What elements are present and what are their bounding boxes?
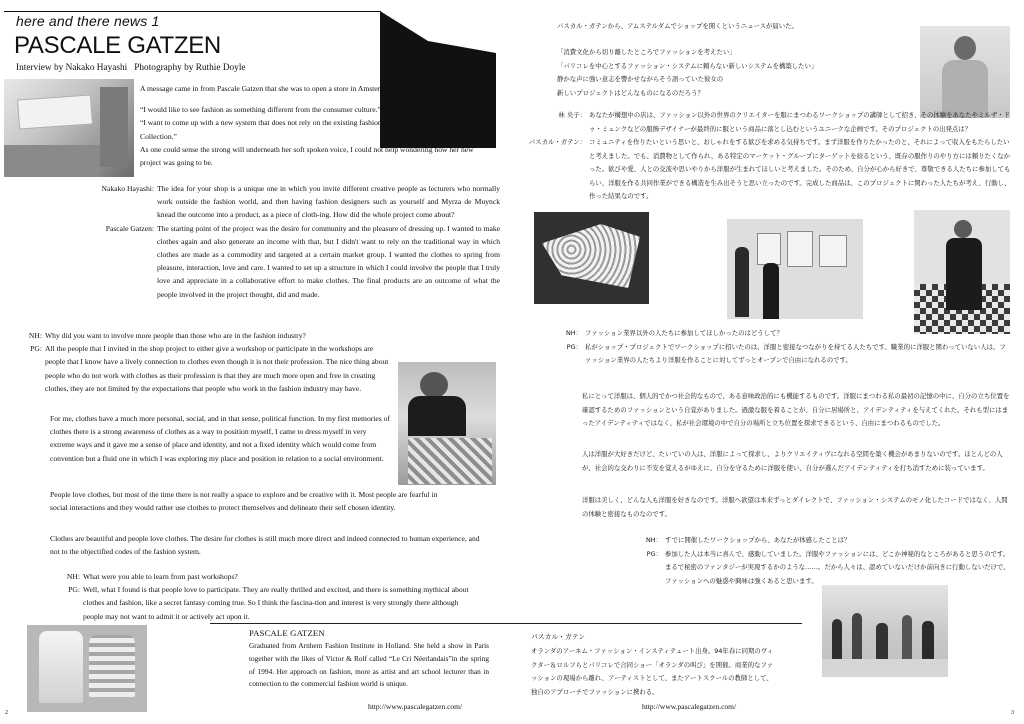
body-paragraph-2: People love clothes, but most of the time there is not really a space to explore and be creative with it. Most people are fearful in social interactions and they would rather use clothes to protect themselves and delineate their self chosen identity. — [50, 490, 438, 513]
photo-hanging-garments — [27, 625, 147, 712]
jp-quote-2: 「パリコレを中心とするファッション・システムに頼らない新しいシステムを構築したい」 — [557, 61, 818, 70]
bio-en-url[interactable]: http://www.pascalegatzen.com/ — [368, 702, 463, 711]
qa1-answer-speaker: Pascale Gatzen: — [105, 223, 154, 233]
jp-qa2-question: ファッション業界以外の人たちに参加してほしかったのはどうして？ — [585, 329, 783, 337]
page-number-left: 2 — [5, 710, 8, 716]
jp-qa1-question: あなたが構想中の店は、ファッション以外の世界のクリエイターを服にまつわるワークショップの講師として招き、その体験をあなたやミルザ・ドゥ・ミュンクなどの服飾デザイナーが最終的に服という商品に落とし込むというユニークな企画です。そのプロジェクトの出発点は？ — [589, 111, 1011, 133]
qa2-answer-speaker: PG: — [30, 344, 42, 354]
intro-block — [140, 82, 485, 169]
bottom-divider — [210, 623, 802, 624]
qa3-question: What were you able to learn from past workshops? — [83, 572, 238, 581]
jp-intro: パスカル・ガテンから、アムステルダムでショップを開くというニュースが届いた。 — [557, 22, 798, 30]
photo-person-working — [398, 362, 496, 485]
bio-jp-text: オランダのアーネム・ファッション・インスティテュート出身。94年春に同期のヴィクター＆ロルフらとパリコレで合同ショー「オランダの叫び」を開催。商業的なファッションの現場から離れ、アーティストとして、またアートスクールの教師として、独自のアプローチでファッションに携わる。 — [531, 647, 774, 696]
jp-qa1-answer: コミュニティを作りたいという思いと、おしゃれをする歓びを求める気持ちです。まず洋服を作りたかったのと、それによって収入をもたらしたいと考えました。でも、消費物として作られ、ある特定のマーケット・グループにターゲットを絞るという、既存の服作りのやり方には頼りたくなかった。歓びや愛、人との交流や思いやりから洋服が生まれてほしいと考えました。そのため、自分が心から好きで、尊敬できる人たちに参加してもらい、洋服を作る共同作業ができる構造を生み出そうと思い立ったのです。完成した商品は、このプロジェクトに関わった人たちが考え、行動し、作った結果なのです。 — [589, 138, 1011, 200]
qa1-question: The idea for your shop is a unique one in which you invite different creative people as lecturers who normally work outside the fashion world, and then having fashion designers such as yourself and Myrza de Muynck knead the outcome into a product, as a piece of cloth-ing. How did the whole project come about? — [157, 184, 500, 220]
jp-qa3-question-speaker: NH： — [646, 536, 662, 544]
jp-paragraph-1: 私にとって洋服は、個人的でかつ社会的なもので、ある意味政治的にも機能するものです。洋服にまつわる私の最初の記憶の中に、自分の立ち位置を確認するためのファッションという自覚がありました。過激な服を着ることが、自分に居場所と、アイデンティティを与えてくれた。それも型にはまったアイデンティティではなく、私が社会環境の中で自分の場所と立ち位置を探求できるという、自由にまつわるものでした。 — [582, 392, 1010, 427]
photo-workshop-wall — [4, 79, 134, 177]
jp-qa2-answer-speaker: PG： — [566, 342, 582, 351]
body-paragraph-1: For me, clothes have a much more personal, social, and in that sense, political function. In my first memories of clothes there is a strong awareness of clothes as a way to position myself, I came to dress myself in very extreme ways and it gave me a sense of place and identity, and not a fixed identity which would come from convention but a fluid one in which I was exploring my place and position in relation to a social environment. — [50, 414, 390, 463]
jp-qa3-question: すでに開催したワークショップから、あなたが体感したことは？ — [665, 536, 851, 544]
qa2-question-speaker: NH: — [28, 331, 42, 340]
bio-en-text: Graduated from Arnhem Fashion Institute in Holland. She held a show in Paris together with the likes of Victor & Rolf called “Le Cri Néerlandais”in the spring of 1994. Her approach on fashion, more as artist and art school lecturer than in connection to the commercial fashion world is unique. — [249, 641, 489, 689]
series-title: here and there news 1 — [16, 13, 160, 29]
jp-qa3-answer: 参加した人は本当に喜んで、感動していました。洋服やファッションには、どこか神秘的なところがあると思うのです。まるで秘密のファンタジーが実現するかのような……。だから人々は、認めていないだけか前向きに行動しないだけで、ファッションへの魅惑や興味は強くあると思います。 — [665, 549, 1010, 585]
jp-qa2-answer: 私がショップ・プロジェクトでワークショップに招いたのは、洋服と密接なつながりを持てる人たちです。職業的に洋服と関わっていない人は、ファッション業界の人たちより洋服を作ることに対してずっとオープンで自由になれるのです。 — [585, 342, 1006, 364]
jp-paragraph-3: 洋服は美しく、どんな人も洋服を好きなのです。洋服へ欲望は本来ずっとダイレクトで、ファッション・システムのモノ化したコードではなく、人間の体験と密接なものなのです。 — [582, 496, 1008, 518]
jp-qa2-question-speaker: NH： — [566, 329, 582, 337]
body-paragraph-3: Clothes are beautiful and people love clothes. The desire for clothes is still much more direct and indeed connected to human experience, and not to the objectified codes of the fashion system. — [50, 534, 480, 557]
intro-line-2: As one could sense the strong will underneath her soft spoken voice, I could not help wondering how her new project was going to be. — [140, 144, 474, 168]
qa1-block — [74, 182, 500, 301]
jp-quote-4: 新しいプロジェクトはどんなものになるのだろう？ — [557, 88, 704, 97]
qa1-answer: The starting point of the project was the desire for community and the pleasure of dressing up. I wanted to make clothes again and also generate an income with that, but I didn't want to rely on the traditional way in which clothes are made as a commodity and targeted at a certain market group. I wanted the clothes to spring from pleasure, interaction, love and care. I wanted to set up a structure in which I could involve the people that I truly love and appreciate in a collaborative effort to make clothes. The final products are an outcome of what the people involved in the project thought, did and made. — [157, 223, 500, 299]
qa3-answer: Well, what I found is that people love to participate. They are really thrilled and excited, and there is something mythical about clothes and fashion, like a secret fantasy coming true. So I think the fascina-tion and interest is very strongly there although people may not want to admit it or actively act upon it. — [83, 585, 469, 621]
intro-quote-1: “I would like to see fashion as something different from the consumer culture.” — [140, 105, 381, 115]
qa3-question-speaker: NH: — [66, 572, 80, 581]
jp-qa3-answer-speaker: PG： — [646, 549, 662, 558]
photo-workshop-crowd — [822, 585, 948, 677]
qa3-block — [40, 570, 480, 623]
qa2-question: Why did you want to involve more people than those who are in the fashion industry? — [45, 331, 306, 340]
jp-paragraph-2: 人は洋服が大好きだけど、たいていの人は、洋服によって探求し、よりクリエイティヴになれる空間を築く機会があまりないのです。ほとんどの人が、社会的な交わりに不安を覚えるがゆえに、自分を守るために洋服を使い、自分が選んだアイデンティティを打ち消すために装っています。 — [582, 450, 1003, 472]
bio-en-name: PASCALE GATZEN — [249, 628, 325, 638]
page-number-right: 3 — [1011, 710, 1014, 716]
qa1-question-speaker: Nakako Hayashi: — [101, 184, 154, 193]
intro-line: A message came in from Pascale Gatzen that she was to open a store in Amsterdam. — [140, 84, 396, 93]
credits: Interview by Nakako Hayashi Photography by Ruthie Doyle — [16, 63, 246, 73]
jp-quote-block — [557, 46, 917, 100]
jp-qa3-block — [640, 534, 1012, 588]
photo-lace-garment — [534, 212, 649, 304]
jp-quote-1: 「消費文化から切り離したところでファッションを考えたい」 — [557, 48, 736, 56]
bio-jp-url[interactable]: http://www.pascalegatzen.com/ — [642, 702, 737, 711]
jp-qa1-question-speaker: 林 央子： — [558, 111, 586, 119]
qa3-answer-speaker: PG: — [68, 585, 80, 595]
jp-qa2-block — [560, 327, 1010, 368]
intro-quote-2: “I want to come up with a new system that does not rely on the existing fashion system centered on the Paris Collection.” — [140, 118, 471, 141]
photo-drawings-wall — [727, 219, 863, 319]
photo-room-figure — [914, 210, 1010, 334]
photo-portrait — [920, 26, 1010, 118]
jp-qa1-answer-speaker: パスカル・ガテン： — [528, 138, 586, 146]
jp-quote-3: 静かな声に強い意志を響かせながらそう語っていた彼女の — [557, 75, 724, 83]
qa2-block — [22, 329, 394, 395]
jp-qa1-block — [524, 109, 1014, 204]
bio-jp-name: パスカル・ガテン — [531, 633, 586, 641]
page-title: PASCALE GATZEN — [14, 32, 221, 59]
qa2-answer: All the people that I invited in the shop project to either give a workshop or participate in the workshops are people that I know have a lively connection to clothes even though it is not their profession. The nice thing about people who do not work with clothes as their profession is that they are much more open and free in creating clothes, they are not limited by the expectations that people who work in the fashion industry may have. — [45, 344, 389, 393]
